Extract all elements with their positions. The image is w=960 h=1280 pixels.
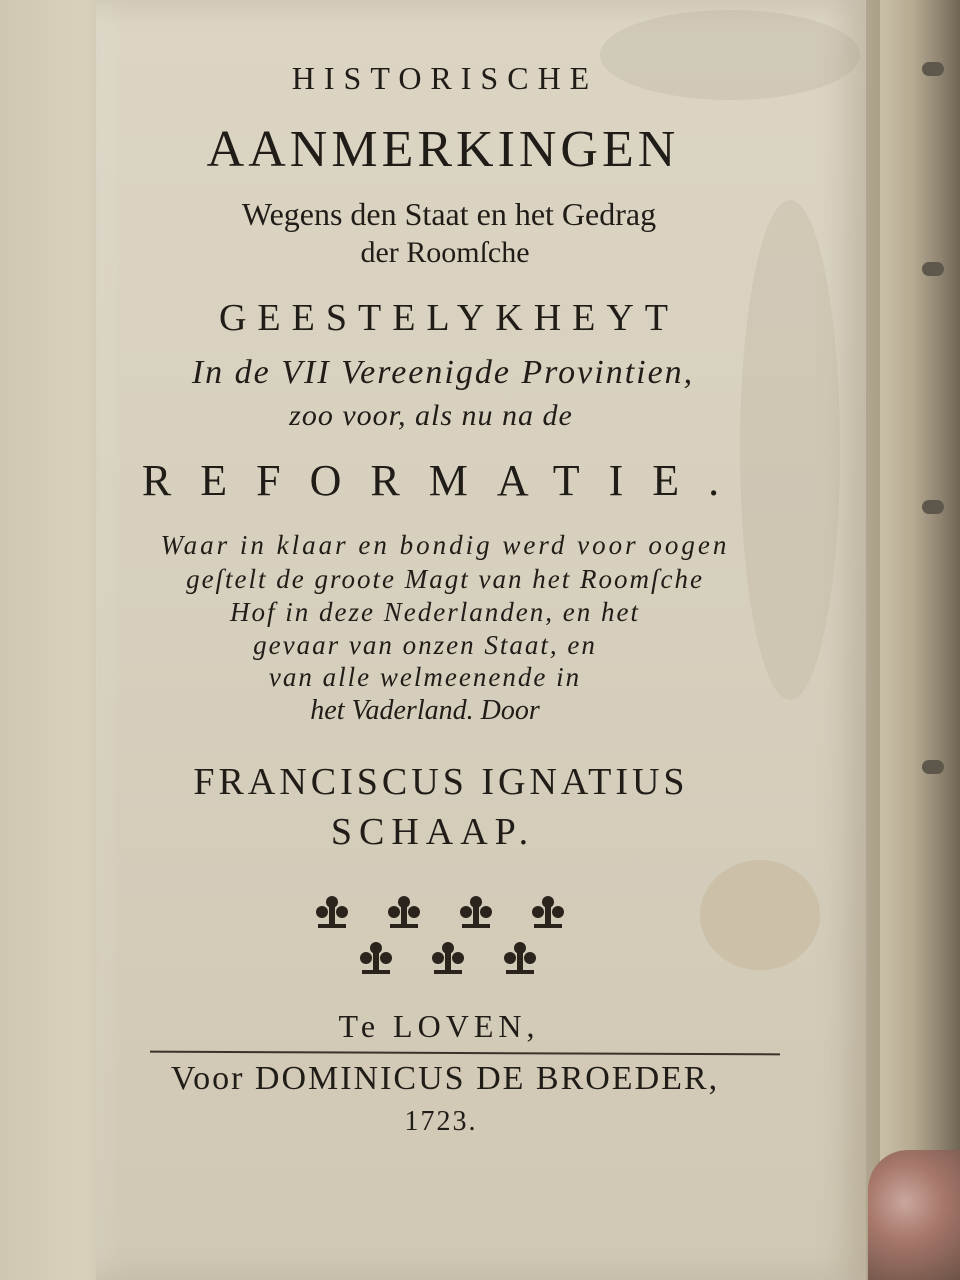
title-aanmerkingen: AANMERKINGEN <box>206 121 680 178</box>
author-name-first: FRANCISCUS IGNATIUS <box>193 761 689 803</box>
imprint-publisher: Voor DOMINICUS DE BROEDER, <box>170 1060 720 1097</box>
subtitle-line: Hof in deze Nederlanden, en het <box>230 597 640 627</box>
binding-stitch <box>922 62 944 76</box>
fleuron-icon <box>312 892 352 932</box>
binding-stitch <box>922 262 944 276</box>
subtitle-line: Waar in klaar en bondig werd voor oogen <box>160 530 730 560</box>
subtitle-line: het Vaderland. Door <box>310 695 540 726</box>
subtitle-line: geſtelt de groote Magt van het Roomſche <box>186 564 704 594</box>
title-in-de: In de VII Vereenigde Provintien, <box>191 354 695 391</box>
title-geestelykheyt: GEESTELYKHEYT <box>218 297 680 339</box>
paper-stain <box>700 860 820 970</box>
binding-stitch <box>922 500 944 514</box>
title-zoo-voor: zoo voor, als nu na de <box>289 399 573 432</box>
imprint-year: 1723. <box>404 1106 478 1137</box>
title-reformatie: REFORMATIE. <box>141 456 749 505</box>
imprint-place: Te LOVEN, <box>338 1008 540 1044</box>
author-name-last: SCHAAP. <box>330 811 536 853</box>
fleuron-icon <box>384 892 424 932</box>
ornament-row-top <box>312 892 568 932</box>
ornament-row-bottom <box>356 938 540 978</box>
fleuron-icon <box>428 938 468 978</box>
binding-stitch <box>922 760 944 774</box>
subtitle-line: van alle welmeenende in <box>268 662 582 692</box>
fleuron-icon <box>456 892 496 932</box>
fleuron-icon <box>500 938 540 978</box>
title-historische: HISTORISCHE <box>291 60 599 96</box>
title-der: der Roomſche <box>360 236 530 269</box>
headband <box>868 1150 960 1280</box>
fleuron-icon <box>356 938 396 978</box>
book-spine <box>880 0 960 1280</box>
subtitle-line: gevaar van onzen Staat, en <box>253 630 597 660</box>
title-wegens: Wegens den Staat en het Gedrag <box>241 196 657 232</box>
fleuron-icon <box>528 892 568 932</box>
